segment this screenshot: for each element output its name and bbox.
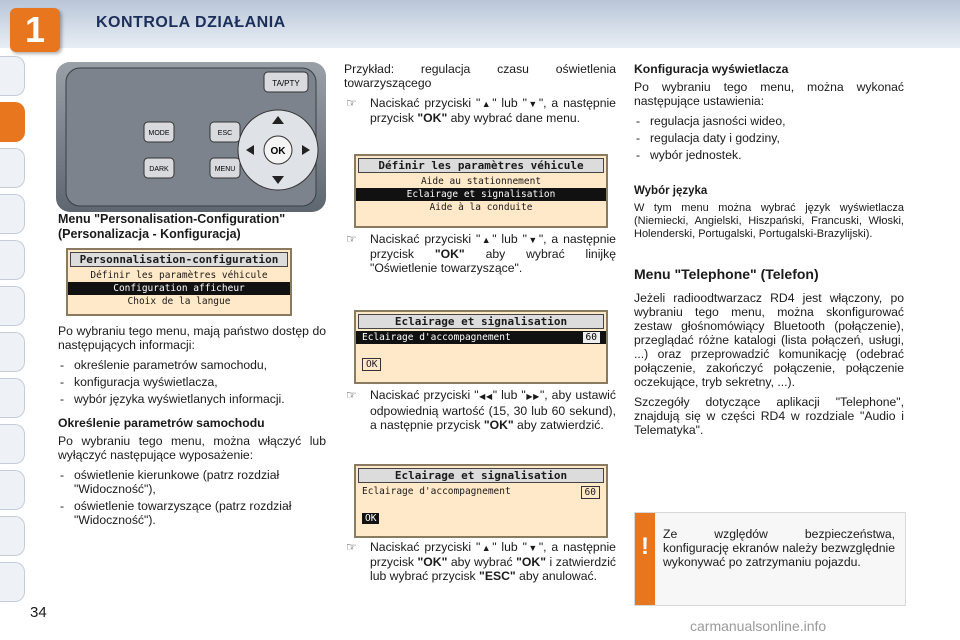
step-4: ☞ Naciskać przyciski "▲" lub "▼", a następnie przycisk "OK" aby wybrać "OK" i zatwierdzić lub wybrać przycisk "ESC" aby anulować. — [346, 540, 616, 583]
side-tab[interactable] — [0, 378, 25, 418]
side-tab[interactable] — [0, 562, 25, 602]
lcd-screen-vehicle-params — [354, 154, 608, 228]
side-tab[interactable] — [0, 516, 25, 556]
watermark: carmanualsonline.info — [690, 618, 827, 634]
side-tab[interactable] — [0, 470, 25, 510]
side-tab[interactable] — [0, 240, 25, 280]
up-arrow-icon: ▲ — [480, 235, 493, 245]
step-1: ☞ Naciskać przyciski "▲" lub "▼", a następnie przycisk "OK" aby wybrać dane menu. — [346, 96, 616, 125]
lcd-row-selected: Eclairage et signalisation — [356, 188, 606, 201]
ok-button-label: OK — [270, 146, 286, 157]
side-tabs — [0, 56, 26, 608]
telephone-text: Jeżeli radioodtwarzacz RD4 jest włączony, po wybraniu tego menu, można skonfigurować zestaw głośnomówiący Bluetooth (połączenie), przeglądać różne katalogi (lista połączeń, usługi, ...) oraz przeprowadzić komunikację (odebrać połączenie, zakończyć połączenie, połączenie oczekujące, tryb sekretny, ...). — [634, 291, 904, 389]
lcd-row-selected: Eclairage d'accompagnement 60 — [356, 331, 606, 344]
column-middle-step4 — [344, 540, 616, 591]
esc-button-label: ESC — [217, 130, 233, 137]
list-item: - oświetlenie towarzyszące (patrz rozdział "Widoczność"). — [58, 499, 326, 527]
column-middle-step3 — [344, 388, 616, 440]
lcd-value: 60 — [583, 332, 600, 343]
menu-button-label: MENU — [214, 166, 236, 173]
intro-text: Po wybraniu tego menu, mają państwo dostęp do następujących informacji: — [58, 324, 326, 352]
step-2: ☞ Naciskać przyciski "▲" lub "▼", a następnie przycisk "OK" aby wybrać linijkę "Oświetlenie towarzyszące". — [346, 232, 616, 275]
pointer-icon: ☞ — [346, 540, 357, 554]
lcd-row: Eclairage d'accompagnement 60 — [356, 485, 606, 498]
ta-button-label: TA/PTY — [272, 79, 300, 88]
lcd-row: Aide au stationnement — [420, 176, 542, 187]
rewind-icon: ◀◀ — [478, 392, 493, 401]
radio-control-panel-photo — [56, 62, 326, 212]
display-config-heading: Konfiguracja wyświetlacza — [634, 62, 789, 76]
sub-text: Po wybraniu tego menu, można włączyć lub wyłączyć następujące wyposażenie: — [58, 434, 326, 462]
dark-button-label: DARK — [149, 166, 169, 173]
side-tab[interactable] — [0, 194, 25, 234]
chapter-badge: 1 — [10, 8, 60, 52]
language-text: W tym menu można wybrać język wyświetlacza (Niemiecki, Angielski, Hiszpański, Francuski, Włoski, Holenderski, Portugalski, Portugalski-Brazylijski). — [634, 202, 904, 240]
lcd-title: Eclairage et signalisation — [358, 468, 604, 483]
list-item: - określenie parametrów samochodu, — [58, 358, 326, 372]
warning-icon: ! — [635, 513, 655, 605]
side-tab-active[interactable] — [0, 102, 25, 142]
column-right — [634, 62, 904, 443]
pointer-icon: ☞ — [346, 232, 357, 246]
column-middle-step2 — [344, 232, 616, 283]
list-item: - wybór języka wyświetlanych informacji. — [58, 392, 326, 406]
lcd-ok-selected: OK — [356, 512, 606, 525]
equipment-list — [58, 468, 326, 527]
lcd-screen-personalisation — [66, 248, 292, 316]
column-left — [58, 208, 326, 246]
list-item: - wybór jednostek. — [634, 148, 904, 162]
lcd-title: Personnalisation-configuration — [70, 252, 288, 267]
lcd-row: Choix de la langue — [127, 296, 231, 307]
down-arrow-icon: ▼ — [526, 543, 539, 553]
column-left-body — [58, 324, 326, 533]
display-config-text: Po wybraniu tego menu, można wykonać następujące ustawienia: — [634, 80, 904, 108]
mode-button-label: MODE — [148, 130, 170, 137]
side-tab[interactable] — [0, 332, 25, 372]
sub-heading: Określenie parametrów samochodu — [58, 416, 265, 430]
lcd-row: Aide à la conduite — [429, 202, 533, 213]
side-tab[interactable] — [0, 56, 25, 96]
forward-icon: ▶▶ — [525, 392, 540, 401]
side-tab[interactable] — [0, 148, 25, 188]
up-arrow-icon: ▲ — [480, 543, 493, 553]
example-text: Przykład: regulacja czasu oświetlenia towarzyszącego — [344, 62, 616, 90]
lcd-title: Définir les paramètres véhicule — [358, 158, 604, 173]
column-middle — [344, 62, 616, 133]
lcd-screen-lighting — [354, 310, 608, 384]
warning-box — [634, 512, 906, 606]
lcd-value: 60 — [581, 486, 600, 499]
lcd-row-selected: Configuration afficheur — [68, 282, 290, 295]
pointer-icon: ☞ — [346, 388, 357, 402]
page-title: KONTROLA DZIAŁANIA — [96, 14, 286, 31]
lcd-row: Définir les paramètres véhicule — [90, 270, 268, 281]
radio-panel-drawing — [56, 62, 326, 212]
lcd-title: Eclairage et signalisation — [358, 314, 604, 329]
up-arrow-icon: ▲ — [480, 99, 493, 109]
display-settings-list — [634, 114, 904, 162]
list-item: - oświetlenie kierunkowe (patrz rozdział "Widoczność"), — [58, 468, 326, 496]
warning-text: Ze względów bezpieczeństwa, konfigurację ekranów należy bezwzględnie wykonywać po zatrzymaniu pojazdu. — [663, 527, 895, 569]
step-3: ☞ Naciskać przyciski "◀◀" lub "▶▶", aby ustawić odpowiednią wartość (15, 30 lub 60 sekund), a następnie przycisk "OK" aby zatwierdzić. — [346, 388, 616, 432]
side-tab[interactable] — [0, 424, 25, 464]
telephone-heading: Menu "Telephone" (Telefon) — [634, 266, 819, 282]
info-list — [58, 358, 326, 406]
section-heading: Menu "Personalisation-Configuration" (Personalizacja - Konfiguracja) — [58, 212, 286, 241]
language-heading: Wybór języka — [634, 185, 708, 197]
lcd-screen-lighting-confirm — [354, 464, 608, 538]
side-tab[interactable] — [0, 286, 25, 326]
list-item: - regulacja jasności wideo, — [634, 114, 904, 128]
pointer-icon: ☞ — [346, 96, 357, 110]
list-item: - regulacja daty i godziny, — [634, 131, 904, 145]
list-item: - konfiguracja wyświetlacza, — [58, 375, 326, 389]
down-arrow-icon: ▼ — [526, 99, 539, 109]
telephone-details: Szczegóły dotyczące aplikacji "Telephone", znajdują się w części RD4 w rozdziale "Audio i Telematyka". — [634, 395, 904, 437]
page-number: 34 — [30, 604, 47, 621]
lcd-ok: OK — [356, 358, 606, 371]
down-arrow-icon: ▼ — [526, 235, 539, 245]
